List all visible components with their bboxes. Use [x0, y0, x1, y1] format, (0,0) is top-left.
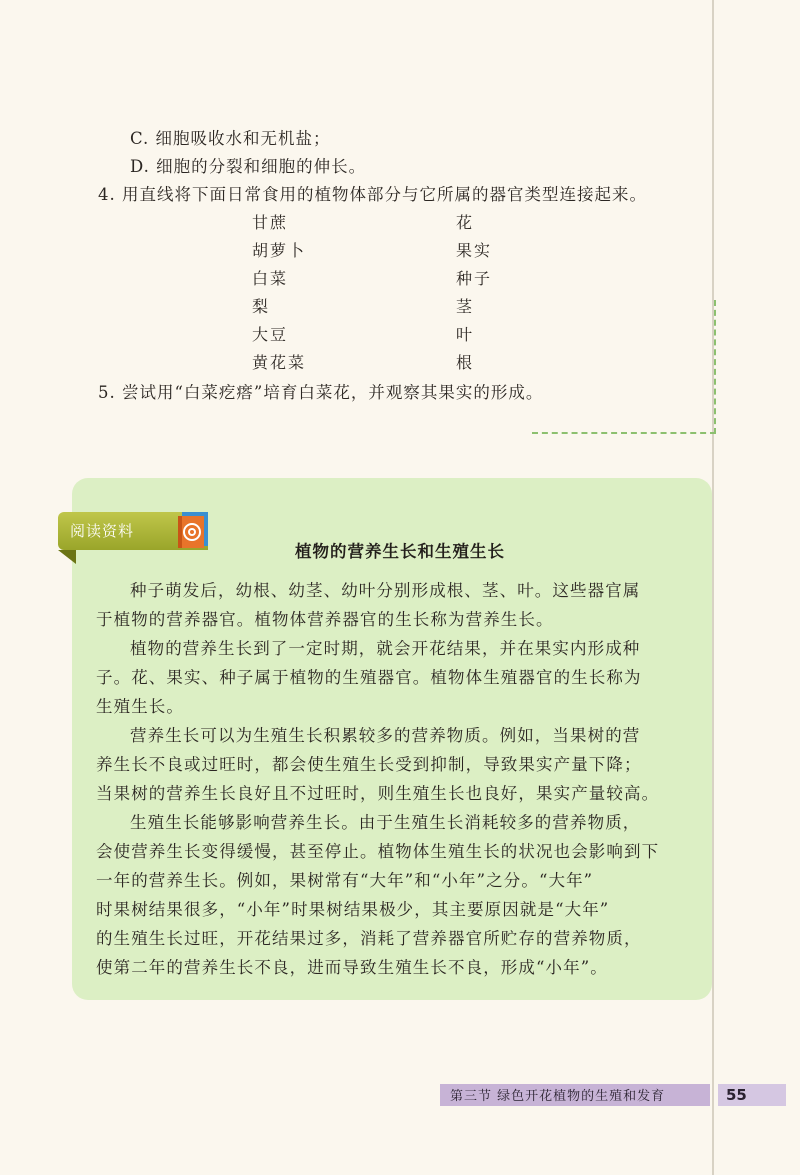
paragraph-line: 种子萌发后，幼根、幼茎、幼叶分别形成根、茎、叶。这些器官属 [130, 581, 641, 600]
question-4: 4. 用直线将下面日常食用的植物体部分与它所属的器官类型连接起来。 [98, 185, 647, 204]
paragraph-line: 使第二年的营养生长不良，进而导致生殖生长不良，形成“小年”。 [96, 958, 608, 977]
paragraph-line: 的生殖生长过旺，开花结果过多，消耗了营养器官所贮存的营养物质， [96, 929, 642, 948]
paragraph-line: 营养生长可以为生殖生长积累较多的营养物质。例如，当果树的营 [130, 726, 641, 745]
reading-paragraph-3 [96, 721, 696, 808]
match-left-item: 胡萝卜 [252, 241, 307, 260]
paragraph-line: 当果树的营养生长良好且不过旺时，则生殖生长也良好，果实产量较高。 [96, 784, 660, 803]
option-d: D. 细胞的分裂和细胞的伸长。 [130, 157, 367, 176]
paragraph-line: 养生长不良或过旺时，都会使生殖生长受到抑制，导致果实产量下降； [96, 755, 642, 774]
paragraph-line: 子。花、果实、种子属于植物的生殖器官。植物体生殖器官的生长称为 [96, 668, 642, 687]
option-c: C. 细胞吸收水和无机盐； [130, 129, 331, 148]
paragraph-line: 时果树结果很多，“小年”时果树结果极少，其主要原因就是“大年” [96, 900, 610, 919]
page-margin-rule [712, 0, 714, 1175]
exercise-dashed-frame [532, 300, 716, 434]
match-left-item: 甘蔗 [252, 213, 289, 232]
reading-badge-label: 阅读资料 [70, 522, 135, 540]
paragraph-line: 生殖生长。 [96, 697, 184, 716]
match-right-item: 叶 [456, 325, 475, 344]
reading-title: 植物的营养生长和生殖生长 [295, 542, 505, 561]
page-number: 55 [718, 1084, 786, 1106]
match-left-item: 黄花菜 [252, 353, 307, 372]
paragraph-line: 会使营养生长变得缓慢，甚至停止。植物体生殖生长的状况也会影响到下 [96, 842, 660, 861]
match-right-item: 花 [456, 213, 475, 232]
paragraph-line: 植物的营养生长到了一定时期，就会开花结果，并在果实内形成种 [130, 639, 641, 658]
reading-paragraph-2 [96, 634, 696, 721]
reading-paragraph-4 [96, 808, 696, 982]
match-left-item: 梨 [252, 297, 271, 316]
match-left-item: 白菜 [252, 269, 289, 288]
match-left-item: 大豆 [252, 325, 289, 344]
match-right-item: 种子 [456, 269, 493, 288]
match-right-item: 根 [456, 353, 475, 372]
footer-section-title: 第三节 绿色开花植物的生殖和发育 [450, 1089, 666, 1104]
reading-paragraph-1 [96, 576, 696, 634]
match-right-item: 果实 [456, 241, 493, 260]
paragraph-line: 于植物的营养器官。植物体营养器官的生长称为营养生长。 [96, 610, 554, 629]
paragraph-line: 一年的营养生长。例如，果树常有“大年”和“小年”之分。“大年” [96, 871, 594, 890]
match-right-item: 茎 [456, 297, 475, 316]
paragraph-line: 生殖生长能够影响营养生长。由于生殖生长消耗较多的营养物质， [130, 813, 641, 832]
question-5: 5. 尝试用“白菜疙瘩”培育白菜花，并观察其果实的形成。 [98, 383, 544, 402]
